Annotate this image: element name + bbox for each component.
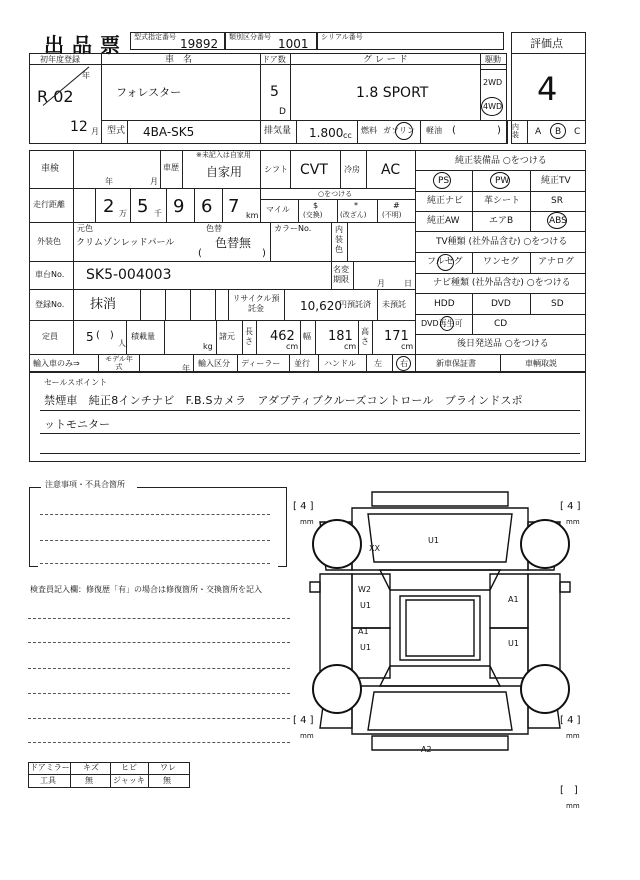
damage-lr-door-a: A1 bbox=[358, 627, 369, 636]
shaken-year: 年 bbox=[105, 177, 113, 186]
equip-tv: 純正TV bbox=[541, 176, 571, 186]
grade-label: グ レ ー ド bbox=[363, 55, 408, 65]
notes-bracket-left bbox=[29, 487, 38, 567]
damage-rf-door: A1 bbox=[508, 595, 519, 604]
car-name: フォレスター bbox=[116, 86, 182, 99]
color-orig-label: 元色 bbox=[77, 224, 93, 233]
height-value: 171 bbox=[384, 329, 409, 344]
width-cm: cm bbox=[344, 342, 357, 351]
katashiki-label: 型式指定番号 bbox=[134, 33, 176, 41]
inspector-note: 検査員記入欄：修復歴「有」の場合は修復箇所・交換箇所を記入 bbox=[30, 585, 262, 594]
tv-analog: アナログ bbox=[538, 257, 575, 267]
interior-label: 内装 bbox=[512, 123, 519, 139]
equip-pw-circle bbox=[490, 172, 510, 189]
drive-label: 駆動 bbox=[485, 55, 501, 64]
damage-fl-fender: XX bbox=[369, 544, 380, 553]
first-reg-month-unit: 月 bbox=[91, 127, 99, 136]
mileage-digit-4: 6 bbox=[201, 196, 213, 217]
mileage-kokan: (交換) bbox=[303, 211, 323, 219]
wheel-rear-left bbox=[312, 664, 362, 714]
shaken-month: 月 bbox=[150, 177, 158, 186]
meihen-day: 日 bbox=[404, 279, 412, 288]
damage-rear: A2 bbox=[421, 745, 432, 754]
handle-right: 右 bbox=[400, 359, 408, 368]
reg-value: 抹消 bbox=[90, 297, 117, 312]
shaken-label: 車検 bbox=[41, 164, 60, 174]
tools-r4: 無 bbox=[163, 776, 171, 785]
wheel-front-left bbox=[312, 519, 362, 569]
height-label: 高さ bbox=[361, 327, 369, 346]
later-warranty: 新車保証書 bbox=[436, 359, 476, 368]
first-reg-month: 12 bbox=[70, 119, 88, 135]
doors-label: ドア数 bbox=[262, 55, 286, 64]
color-repaint-value: 色替無 bbox=[215, 236, 252, 250]
equip-airbag: エアB bbox=[489, 216, 514, 226]
sales-block bbox=[29, 372, 586, 462]
damage-lf-door-u: U1 bbox=[360, 601, 371, 610]
equip-pw: PW bbox=[495, 176, 510, 186]
width-label: 幅 bbox=[303, 332, 311, 341]
cooling-value: AC bbox=[381, 162, 401, 178]
tv-oneseg: ワンセグ bbox=[483, 257, 520, 267]
color-label: 外装色 bbox=[37, 237, 61, 246]
doors-suffix: D bbox=[279, 107, 286, 117]
handle-right-circle bbox=[396, 356, 411, 371]
mileage-digit-2: 5 bbox=[137, 196, 149, 217]
model-year-label: モデル年式 bbox=[105, 355, 133, 371]
interior-a: A bbox=[535, 127, 542, 137]
mileage-digit-1: 2 bbox=[103, 196, 115, 217]
import-dealer: ディーラー bbox=[241, 359, 281, 368]
capacity-label: 定員 bbox=[42, 332, 58, 341]
interior-color-label: 内装色 bbox=[335, 225, 343, 254]
displacement-label: 排気量 bbox=[264, 126, 292, 136]
color-no-label: カラーNo. bbox=[274, 224, 312, 233]
mileage-fumei: (不明) bbox=[382, 211, 402, 219]
tv-fullseg: フルセグ bbox=[427, 257, 463, 267]
capacity-value: 5 bbox=[86, 330, 94, 344]
spare-tire-depth: [ ] bbox=[560, 785, 578, 796]
spare-tire-mm: mm bbox=[566, 802, 580, 810]
model-value: 4BA-SK5 bbox=[143, 125, 195, 139]
tire-fr-depth: [ 4 ] bbox=[560, 501, 581, 512]
navi-type-label: ナビ種類 (社外品含む) ○をつける bbox=[433, 278, 571, 288]
history-note: ※未記入は自家用 bbox=[196, 151, 251, 159]
fuel-label: 燃料 bbox=[361, 126, 377, 135]
equip-genuine-label: 純正装備品 ○をつける bbox=[455, 156, 547, 166]
tools-h1: ドアミラー bbox=[30, 763, 70, 772]
fuel-diesel: 軽油 bbox=[426, 126, 442, 135]
wheel-front-right bbox=[520, 519, 570, 569]
import-label: 輸入車のみ⇒ bbox=[33, 359, 80, 368]
navi-hdd: HDD bbox=[434, 299, 455, 309]
color-repaint-label: 色替 bbox=[206, 224, 222, 233]
doors-value: 5 bbox=[270, 84, 279, 100]
chassis-label: 車台No. bbox=[35, 270, 65, 279]
sales-line-1: 禁煙車 純正8インチナビ F.B.Sカメラ アダプティブクルーズコントロール ブラインドスポ bbox=[44, 394, 523, 407]
damage-lr-door-u: U1 bbox=[360, 643, 371, 652]
interior-b: B bbox=[555, 127, 562, 137]
car-name-label: 車 名 bbox=[165, 55, 193, 65]
reg-label: 登録No. bbox=[35, 300, 65, 309]
length-value: 462 bbox=[270, 329, 295, 344]
score-label: 評価点 bbox=[530, 37, 563, 50]
interior-b-circle bbox=[550, 123, 566, 139]
navi-sd: SD bbox=[551, 299, 564, 309]
mileage-circle-note: ○をつける bbox=[318, 190, 353, 198]
drive-2wd: 2WD bbox=[483, 78, 503, 87]
katashiki-value: 19892 bbox=[180, 37, 219, 51]
load-kg: kg bbox=[203, 342, 213, 351]
color-value: クリムゾンレッドパール bbox=[76, 238, 175, 248]
height-cm: cm bbox=[401, 342, 414, 351]
tire-fl-mm: mm bbox=[300, 518, 314, 526]
tv-type-label: TV種類 (社外品含む) ○をつける bbox=[436, 237, 568, 247]
tools-r3: ジャッキ bbox=[113, 776, 145, 785]
recycle-label: リサイクル預託金 bbox=[232, 294, 280, 313]
drive-4wd-circle bbox=[481, 97, 503, 116]
equip-ps: PS bbox=[438, 176, 450, 186]
mileage-label: 走行距離 bbox=[33, 200, 65, 209]
recycle-suffix: 円預託済 bbox=[339, 300, 371, 309]
history-label: 車歴 bbox=[163, 163, 179, 172]
tire-rr-mm: mm bbox=[566, 732, 580, 740]
tire-fr-mm: mm bbox=[566, 518, 580, 526]
equip-ps-circle bbox=[433, 172, 451, 189]
length-cm: cm bbox=[286, 342, 299, 351]
tire-rl-depth: [ 4 ] bbox=[293, 715, 314, 726]
mileage-km: km bbox=[246, 211, 259, 220]
tire-fl-depth: [ 4 ] bbox=[293, 501, 314, 512]
equip-abs-circle bbox=[547, 212, 567, 229]
damage-lf-door-w: W2 bbox=[358, 585, 371, 594]
tv-fullseg-circle bbox=[437, 254, 454, 271]
grade-value: 1.8 SPORT bbox=[356, 85, 429, 101]
model-label: 型式 bbox=[107, 126, 126, 136]
navi-dvd-play-circle bbox=[440, 316, 454, 331]
mileage-kaizan: (改ざん) bbox=[340, 211, 367, 219]
serial-label: シリアル番号 bbox=[321, 33, 363, 41]
fuel-gas-circle bbox=[395, 122, 413, 140]
tools-h4: ワレ bbox=[160, 763, 176, 772]
recycle-value: 10,620 bbox=[300, 299, 342, 313]
mileage-man: 万 bbox=[119, 209, 127, 218]
navi-dvd-play: DVD再生可 bbox=[421, 319, 463, 328]
later-manual: 車輌取説 bbox=[525, 359, 557, 368]
tire-rr-depth: [ 4 ] bbox=[560, 715, 581, 726]
notes-label: 注意事項・不具合箇所 bbox=[45, 480, 125, 489]
damage-hood: U1 bbox=[428, 536, 439, 545]
mileage-dollar: $ bbox=[313, 201, 319, 210]
first-reg-label: 初年度登録 bbox=[40, 55, 80, 64]
load-label: 積載量 bbox=[131, 332, 155, 341]
displacement-unit: cc bbox=[343, 131, 352, 140]
equip-navi: 純正ナビ bbox=[427, 196, 464, 206]
fuel-gas: ガソリン bbox=[383, 126, 415, 135]
recycle-no: 未預託 bbox=[382, 300, 406, 309]
page-title: 出品票 bbox=[44, 33, 128, 57]
shift-value: CVT bbox=[300, 162, 328, 178]
equip-aw: 純正AW bbox=[427, 216, 460, 226]
mileage-mile: マイル bbox=[266, 205, 290, 214]
tools-h2: キズ bbox=[83, 763, 99, 772]
interior-c: C bbox=[574, 127, 581, 137]
meihen-label: 名変期限 bbox=[333, 265, 349, 284]
sales-line-2: ットモニター bbox=[44, 418, 110, 431]
ruibetsu-value: 1001 bbox=[278, 37, 309, 51]
length-label: 長さ bbox=[245, 327, 253, 346]
chassis-value: SK5-004003 bbox=[86, 267, 172, 283]
mileage-digit-5: 7 bbox=[228, 196, 240, 217]
import-type-label: 輸入区分 bbox=[198, 359, 230, 368]
first-reg-year-unit: 年 bbox=[82, 71, 90, 80]
mileage-digit-3: 9 bbox=[173, 196, 185, 217]
handle-left: 左 bbox=[374, 359, 382, 368]
equip-sr: SR bbox=[551, 196, 563, 206]
damage-rr-door: U1 bbox=[508, 639, 519, 648]
width-value: 181 bbox=[328, 329, 353, 344]
dims-label: 諸元 bbox=[219, 332, 235, 341]
meihen-month: 月 bbox=[377, 279, 385, 288]
handle-label: ハンドル bbox=[324, 359, 356, 368]
displacement-value: 1.800 bbox=[309, 126, 344, 140]
mileage-hash: # bbox=[393, 201, 400, 210]
score-value: 4 bbox=[537, 70, 558, 108]
tools-h3: ヒビ bbox=[121, 763, 137, 772]
cooling-label: 冷房 bbox=[344, 165, 360, 174]
tire-rl-mm: mm bbox=[300, 732, 314, 740]
navi-dvd: DVD bbox=[491, 299, 511, 309]
sales-label: セールスポイント bbox=[44, 378, 108, 387]
mileage-sen: 千 bbox=[154, 209, 162, 218]
history-value: 自家用 bbox=[206, 165, 243, 179]
drive-4wd: 4WD bbox=[483, 102, 503, 111]
first-reg-era: R 02 bbox=[37, 87, 74, 106]
later-label: 後日発送品 ○をつける bbox=[457, 339, 549, 349]
model-year-unit: 年 bbox=[182, 364, 190, 373]
mileage-star: * bbox=[354, 201, 358, 210]
shift-label: シフト bbox=[264, 165, 288, 174]
import-parallel: 並行 bbox=[294, 359, 310, 368]
wheel-rear-right bbox=[520, 664, 570, 714]
tools-r2: 無 bbox=[85, 776, 93, 785]
navi-cd: CD bbox=[494, 319, 508, 329]
capacity-unit: 人 bbox=[118, 339, 126, 348]
equip-abs: ABS bbox=[549, 216, 567, 226]
notes-bracket-right bbox=[278, 487, 287, 567]
ruibetsu-label: 類別区分番号 bbox=[229, 33, 271, 41]
equip-leather: 革シート bbox=[484, 196, 521, 206]
tools-r1: 工具 bbox=[40, 776, 56, 785]
